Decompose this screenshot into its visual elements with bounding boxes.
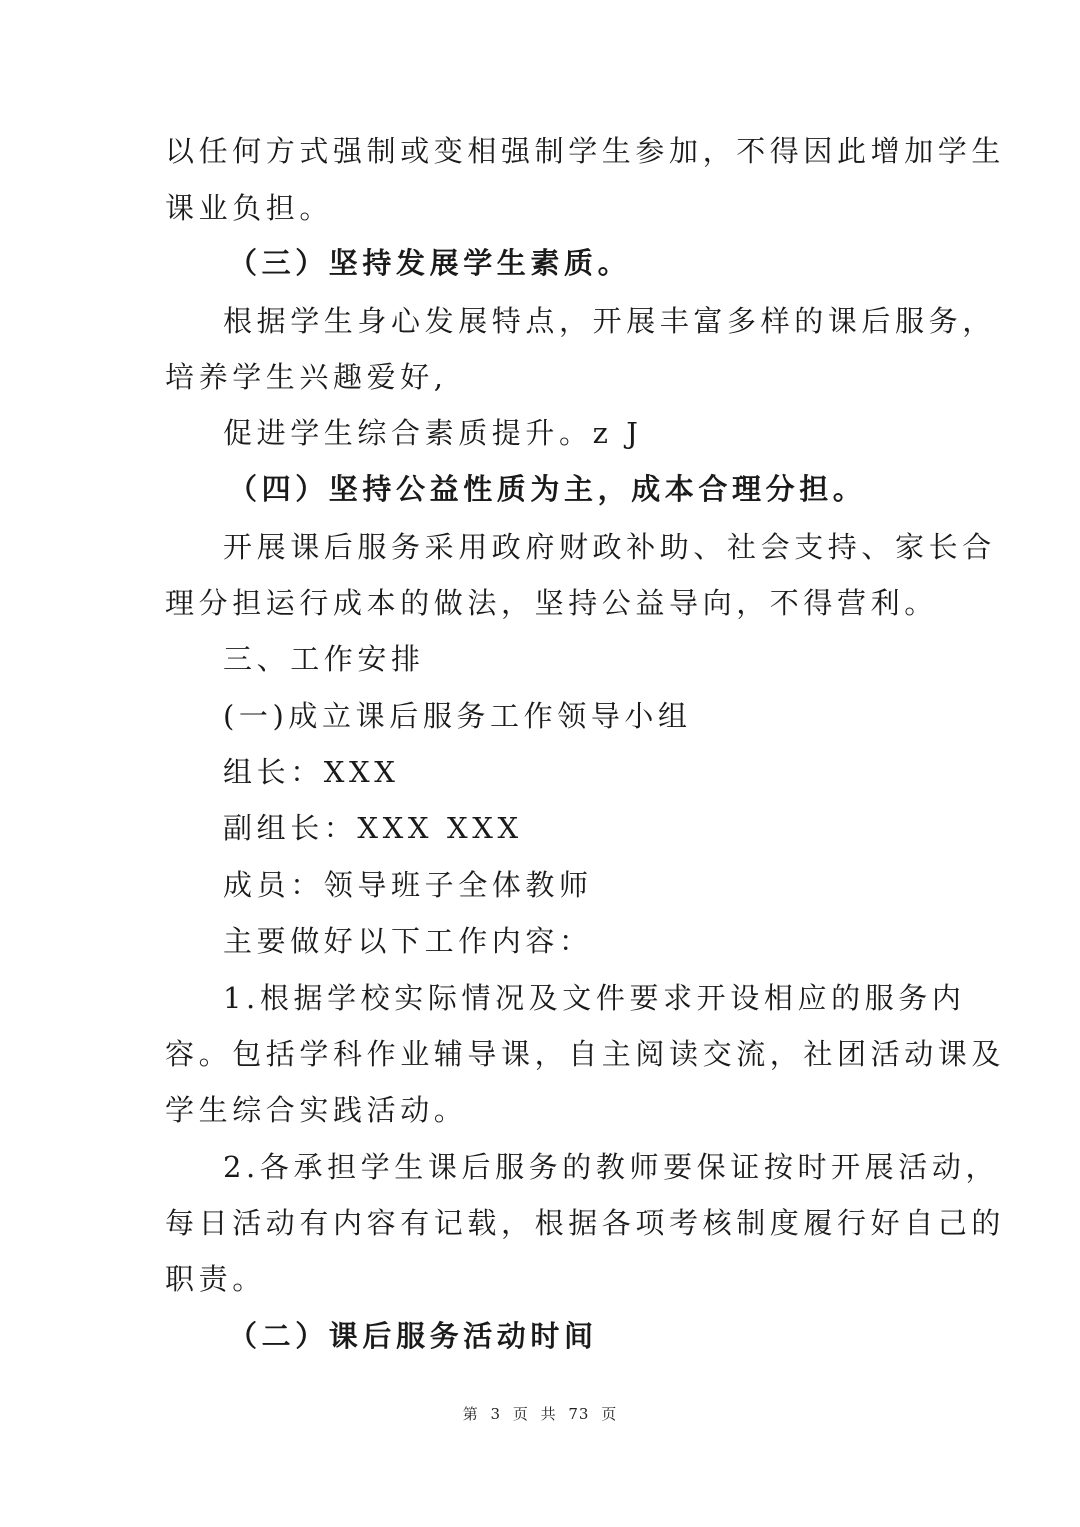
body-line: 开展课后服务采用政府财政补助、社会支持、家长合 [223,530,996,564]
body-line: 容。包括学科作业辅导课，自主阅读交流，社团活动课及 [165,1037,1006,1071]
body-line: 副组长：XXX XXX [223,811,523,845]
body-line: 每日活动有内容有记载，根据各项考核制度履行好自己的 [165,1206,1006,1240]
body-line: 成员：领导班子全体教师 [223,868,593,902]
section-heading: （四）坚持公益性质为主，成本合理分担。 [228,472,867,506]
body-line: 组长：XXX [223,755,400,789]
subsection-heading: (一)成立课后服务工作领导小组 [223,699,692,733]
body-line: 职责。 [165,1262,266,1296]
body-line: 2.各承担学生课后服务的教师要保证按时开展活动， [223,1150,1000,1184]
body-line: 培养学生兴趣爱好, [165,360,448,394]
body-line: 学生综合实践活动。 [165,1093,468,1127]
body-line: 以任何方式强制或变相强制学生参加，不得因此增加学生 [165,134,1006,168]
section-heading: 三、工作安排 [223,642,425,676]
body-line: 课业负担。 [165,191,334,225]
body-line: 主要做好以下工作内容： [223,924,593,958]
section-heading: （三）坚持发展学生素质。 [228,246,632,280]
page-number-footer: 第 3 页 共 73 页 [462,1405,618,1423]
section-heading: （二）课后服务活动时间 [228,1319,598,1353]
body-line: 促进学生综合素质提升。z J [223,416,643,450]
body-line: 根据学生身心发展特点，开展丰富多样的课后服务， [223,304,996,338]
body-line: 1.根据学校实际情况及文件要求开设相应的服务内 [223,981,966,1015]
body-line: 理分担运行成本的做法，坚持公益导向，不得营利。 [165,586,938,620]
